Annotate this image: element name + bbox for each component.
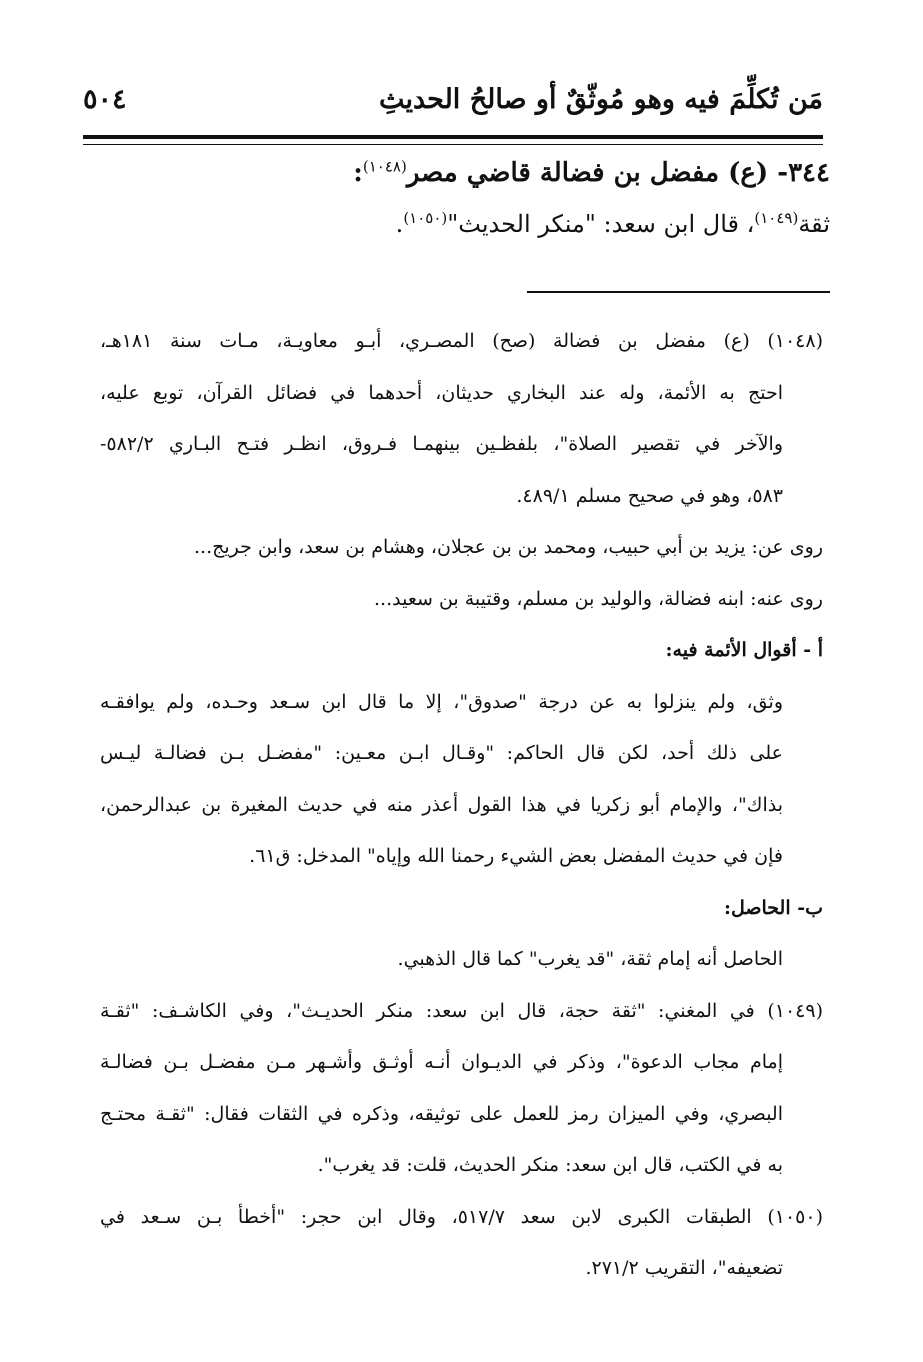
narrated-from: روى عن: يزيد بن أبي حبيب، ومحمد بن بن عجلان، وهشام بن سعد، وابن جريج...: [193, 536, 823, 558]
header-rule-thin: [83, 144, 823, 145]
entry-title: (ع) مفضل بن فضالة قاضي مصر: [406, 158, 769, 188]
section-b-title: ب- الحاصل:: [723, 896, 823, 919]
section-a-line: على ذلك أحد، لكن قال الحاكم: "وقـال ابـن معـين: "مفضـل بـن فضالـة ليـس: [100, 742, 783, 764]
page-header: [83, 82, 823, 126]
footnote-separator: [527, 291, 830, 293]
header-rule-thick: [83, 135, 823, 139]
footnote-1048-line: ٥٨٣، وهو في صحيح مسلم ٤٨٩/١.: [516, 484, 783, 507]
entry-heading-colon: :: [353, 158, 363, 188]
section-a-line: بذاك"، والإمام أبو زكريا في هذا القول أعذر منه في حديث المغيرة بن عبدالرحمن،: [100, 793, 783, 816]
footnote-1049-line: إمام مجاب الدعوة"، وذكر في الديـوان أنـه أوثـق وأشـهر مـن مفضـل بـن فضالـة: [100, 1051, 783, 1073]
entry-heading: [100, 158, 830, 188]
footnote-1048-line: (١٠٤٨) (ع) مفضل بن فضالة (صح) المصـري، أبـو معاويـة، مـات سنة ١٨١هـ،: [100, 330, 823, 352]
page-number: ٥٠٤: [83, 84, 127, 115]
running-title: مَن تُكلِّمَ فيه وهو مُوثّقٌ أو صالحُ الحديثِ: [378, 84, 823, 115]
footnote-1049-line: (١٠٤٩) في المغني: "ثقة حجة، قال ابن سعد: منكر الحديـث"، وفي الكاشـف: "ثقـة: [100, 999, 823, 1022]
footnote-1048-line: احتج به الأئمة، وله عند البخاري حديثان، أحدهما في فضائل القرآن، توبع عليه،: [100, 381, 783, 404]
footnotes: [100, 316, 823, 1295]
entry-heading-note-ref: (١٠٤٨): [362, 157, 407, 176]
narrated-by: روى عنه: ابنه فضالة، والوليد بن مسلم، وقتيبة بن سعيد...: [374, 587, 823, 610]
footnote-1049-line: به في الكتب، قال ابن سعد: منكر الحديث، قلت: قد يغرب".: [317, 1154, 783, 1176]
footnote-1049-line: البصري، وفي الميزان رمز للعمل على توثيقه، وذكره في الثقات فقال: "ثقـة محتـج: [100, 1102, 783, 1125]
footnote-1050-line: (١٠٥٠) الطبقات الكبرى لابن سعد ٥١٧/٧، وقال ابن حجر: "أخطأ بـن سـعد في: [100, 1205, 823, 1228]
footnote-1048-line: والآخر في تقصير الصلاة"، بلفظـين بينهمـا فـروق، انظـر فتـح البـاري ٥٨٢/٢-: [100, 433, 783, 455]
section-b-line: الحاصل أنه إمام ثقة، "قد يغرب" كما قال الذهبي.: [397, 948, 783, 970]
entry-body-note-ref-2: (١٠٥٠): [403, 209, 448, 227]
footnote-1050-line: تضعيفه"، التقريب ٢٧١/٢.: [585, 1257, 783, 1279]
section-a-title: أ - أقوال الأئمة فيه:: [665, 639, 823, 661]
entry-body-end: .: [395, 210, 404, 238]
entry-body-quote: ، قال ابن سعد: "منكر الحديث": [447, 210, 755, 238]
entry-number: ٣٤٤-: [777, 158, 830, 188]
entry-body-note-ref-1: (١٠٤٩): [754, 209, 799, 227]
entry-body-grade: ثقة: [798, 210, 830, 238]
entry-body: [100, 210, 830, 238]
section-a-line: فإن في حديث المفضل بعض الشيء رحمنا الله وإياه" المدخل: ق٦١.: [249, 845, 783, 867]
section-a-line: وثق، ولم ينزلوا به عن درجة "صدوق"، إلا ما قال ابن سـعد وحـده، ولم يوافقـه: [100, 690, 783, 713]
